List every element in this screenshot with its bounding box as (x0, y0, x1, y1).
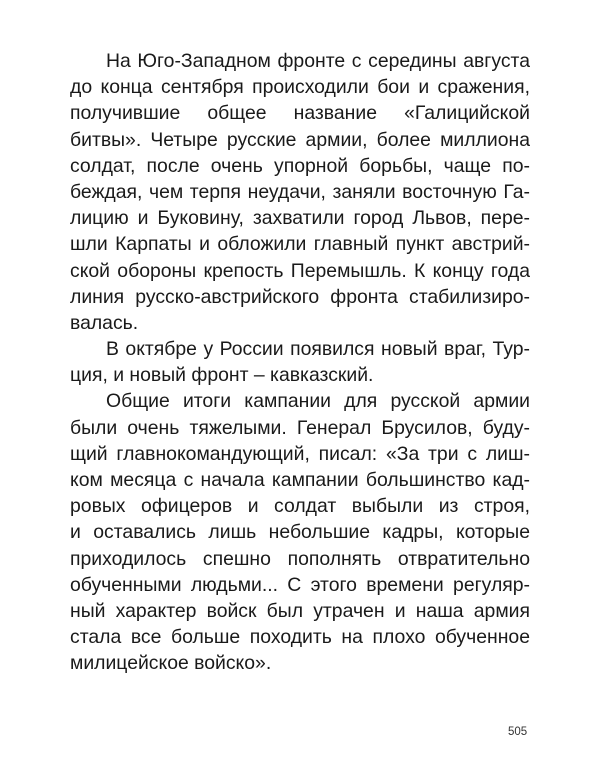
text-line: Общие итоги кампании для русской армии (106, 390, 530, 413)
paragraph-southwest-front (70, 48, 530, 336)
text-line: ция, и новый фронт – кавказский. (70, 364, 374, 387)
text-line: ный характер войск был утрачен и наша армия (70, 599, 530, 622)
text-line: были очень тяжелыми. Генерал Брусилов, буду- (70, 416, 530, 439)
text-line: щий главнокомандующий, писал: «За три с лиш- (70, 442, 530, 465)
text-line: стала все больше походить на плохо обученное (70, 626, 530, 649)
text-line: беждая, чем терпя неудачи, заняли восточную Га- (70, 180, 530, 203)
text-line: валась. (70, 311, 139, 334)
text-line: линия русско-австрийского фронта стабилизиро- (70, 285, 530, 308)
text-line: и оставались лишь небольшие кадры, которые (70, 521, 530, 544)
text-line: ской обороны крепость Перемышль. К концу года (70, 259, 530, 282)
book-text (70, 48, 530, 677)
text-line: приходилось спешно пополнять отвратительно (70, 547, 530, 570)
text-line: милицейское войско». (70, 652, 272, 675)
text-line: солдат, после очень упорной борьбы, чаще по- (70, 154, 530, 177)
text-line: На Юго-Западном фронте с середины августа (106, 50, 530, 72)
paragraph-turkey (70, 336, 530, 388)
text-line: лицию и Буковину, захватили город Львов, пере- (70, 207, 530, 230)
text-line: В октябре у России появился новый враг, Тур- (106, 338, 530, 361)
page-number: 505 (508, 726, 528, 738)
text-line: ровых офицеров и солдат выбыли из строя, (70, 495, 530, 518)
text-line: шли Карпаты и обложили главный пункт австрий- (70, 233, 530, 256)
text-line: битвы». Четыре русские армии, более миллиона (70, 128, 530, 151)
text-line: до конца сентября происходили бои и сражения, (70, 76, 530, 99)
text-line: обученными людьми... С этого времени регуляр- (70, 573, 530, 596)
paragraph-campaign-results (70, 388, 530, 676)
text-line: получившие общее название «Галицийской (70, 102, 530, 125)
text-line: ком месяца с начала кампании большинство кад- (70, 469, 530, 491)
